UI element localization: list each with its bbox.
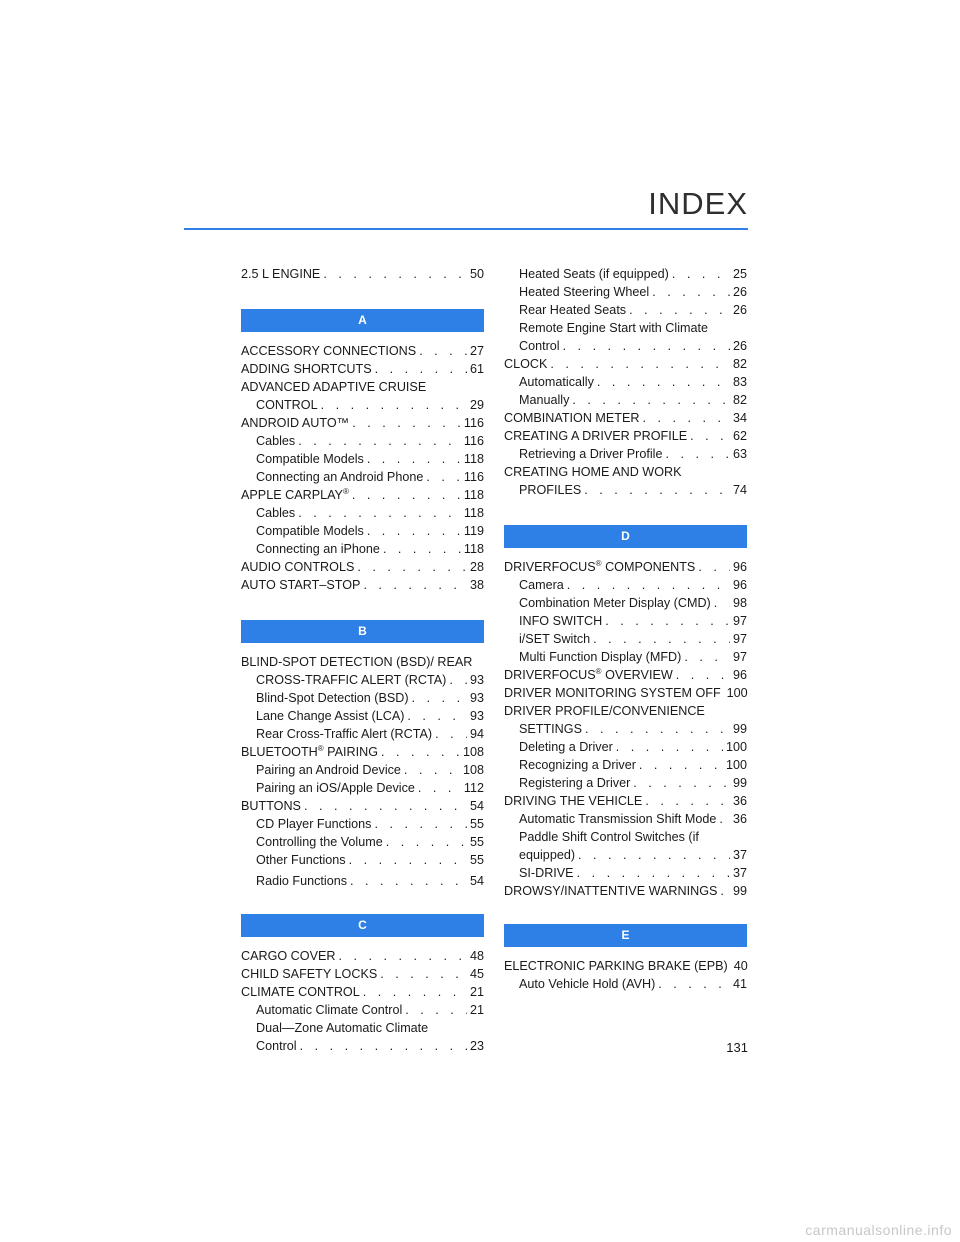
index-entry: BLUETOOTH® PAIRING . . . 108 [241, 743, 484, 761]
index-entry: ANDROID AUTO™ . . . 116 [241, 414, 484, 432]
index-subentry: i/SET Switch . . . 97 [504, 630, 747, 648]
index-entry: CLIMATE CONTROL . . . 21 [241, 983, 484, 1001]
index-entry: DRIVERFOCUS® COMPONENTS . . . 96 [504, 558, 747, 576]
index-entry: SETTINGS . . . 99 [504, 720, 747, 738]
index-entry: PROFILES . . . 74 [504, 481, 747, 499]
index-subentry: Cables . . . 118 [241, 504, 484, 522]
index-entry: CREATING A DRIVER PROFILE . . . 62 [504, 427, 747, 445]
index-subentry: SI-DRIVE . . . 37 [504, 864, 747, 882]
section-header-d: D [504, 525, 747, 548]
index-subentry: Compatible Models . . . 119 [241, 522, 484, 540]
section-header-a: A [241, 309, 484, 332]
index-subentry: equipped) . . . 37 [504, 846, 747, 864]
index-subentry: Radio Functions . . . 54 [241, 872, 484, 890]
index-subentry: Heated Steering Wheel . . . 26 [504, 283, 747, 301]
index-subentry: Connecting an Android Phone . . . 116 [241, 468, 484, 486]
index-subentry: Automatic Climate Control . . . 21 [241, 1001, 484, 1019]
index-entry: DROWSY/INATTENTIVE WARNINGS . . . 99 [504, 882, 747, 900]
index-entry: BUTTONS . . . 54 [241, 797, 484, 815]
index-subentry: Registering a Driver . . . 99 [504, 774, 747, 792]
index-entry-continued: ADVANCED ADAPTIVE CRUISE [241, 380, 427, 394]
index-subentry: Compatible Models . . . 118 [241, 450, 484, 468]
index-entry: DRIVING THE VEHICLE . . . 36 [504, 792, 747, 810]
index-subentry: Pairing an Android Device . . . 108 [241, 761, 484, 779]
index-subentry: Camera . . . 96 [504, 576, 747, 594]
index-entry: DRIVER MONITORING SYSTEM OFF 100 [504, 686, 748, 700]
index-subentry: Cables . . . 116 [241, 432, 484, 450]
index-subentry: Connecting an iPhone . . . 118 [241, 540, 484, 558]
section-header-c: C [241, 914, 484, 937]
index-subentry: Automatically . . . 83 [504, 373, 747, 391]
index-subentry: Blind-Spot Detection (BSD) . . . 93 [241, 689, 484, 707]
index-entry: AUTO START–STOP . . . 38 [241, 576, 484, 594]
index-entry-continued: DRIVER PROFILE/CONVENIENCE [504, 704, 705, 718]
index-subentry: Pairing an iOS/Apple Device . . . 112 [241, 779, 484, 797]
index-entry: ELECTRONIC PARKING BRAKE (EPB) 40 [504, 959, 748, 973]
index-entry: CHILD SAFETY LOCKS . . . 45 [241, 965, 484, 983]
index-subentry: Rear Heated Seats . . . 26 [504, 301, 747, 319]
index-subentry-continued: Remote Engine Start with Climate [519, 321, 708, 335]
index-entry-continued: CREATING HOME AND WORK [504, 465, 682, 479]
index-subentry: Controlling the Volume . . . 55 [241, 833, 484, 851]
index-subentry: Auto Vehicle Hold (AVH) . . . 41 [504, 975, 747, 993]
index-entry: COMBINATION METER . . . 34 [504, 409, 747, 427]
index-subentry: Control . . . 26 [504, 337, 747, 355]
index-column-right [504, 265, 747, 993]
index-entry: APPLE CARPLAY® . . . 118 [241, 486, 484, 504]
index-column-left [241, 265, 484, 1055]
index-subentry: Deleting a Driver . . . 100 [504, 738, 747, 756]
index-subentry: CD Player Functions . . . 55 [241, 815, 484, 833]
index-subentry: Multi Function Display (MFD) . . . 97 [504, 648, 747, 666]
index-subentry: Other Functions . . . 55 [241, 851, 484, 869]
index-entry: CARGO COVER . . . 48 [241, 947, 484, 965]
index-subentry: Lane Change Assist (LCA) . . . 93 [241, 707, 484, 725]
page-number: 131 [726, 1040, 748, 1055]
index-subentry: Rear Cross-Traffic Alert (RCTA) . . . 94 [241, 725, 484, 743]
index-entry: CLOCK . . . 82 [504, 355, 747, 373]
page-title: INDEX [648, 186, 748, 221]
index-subentry: INFO SWITCH . . . 97 [504, 612, 747, 630]
index-subentry: Recognizing a Driver . . . 100 [504, 756, 747, 774]
index-subentry: Manually . . . 82 [504, 391, 747, 409]
index-entry: AUDIO CONTROLS . . . 28 [241, 558, 484, 576]
index-entry: CONTROL . . . 29 [241, 396, 484, 414]
index-subentry: Retrieving a Driver Profile . . . 63 [504, 445, 747, 463]
index-subentry: Heated Seats (if equipped) . . . 25 [504, 265, 747, 283]
index-entry-continued: BLIND-SPOT DETECTION (BSD)/ REAR [241, 655, 473, 669]
index-subentry-continued: Dual—Zone Automatic Climate [256, 1021, 429, 1035]
index-entry: ADDING SHORTCUTS . . . 61 [241, 360, 484, 378]
section-header-e: E [504, 924, 747, 947]
index-subentry: Combination Meter Display (CMD) . . . 98 [504, 594, 747, 612]
index-entry: 2.5 L ENGINE . . . 50 [241, 265, 484, 283]
watermark: carmanualsonline.info [805, 1222, 952, 1238]
section-header-b: B [241, 620, 484, 643]
index-entry: ACCESSORY CONNECTIONS . . . 27 [241, 342, 484, 360]
header-rule [184, 228, 748, 230]
index-entry: CROSS-TRAFFIC ALERT (RCTA) . . . 93 [241, 671, 484, 689]
index-entry: DRIVERFOCUS® OVERVIEW . . . 96 [504, 666, 747, 684]
index-subentry: Automatic Transmission Shift Mode . . . 36 [504, 810, 747, 828]
index-subentry-continued: Paddle Shift Control Switches (if [519, 830, 699, 844]
index-subentry: Control . . . 23 [241, 1037, 484, 1055]
